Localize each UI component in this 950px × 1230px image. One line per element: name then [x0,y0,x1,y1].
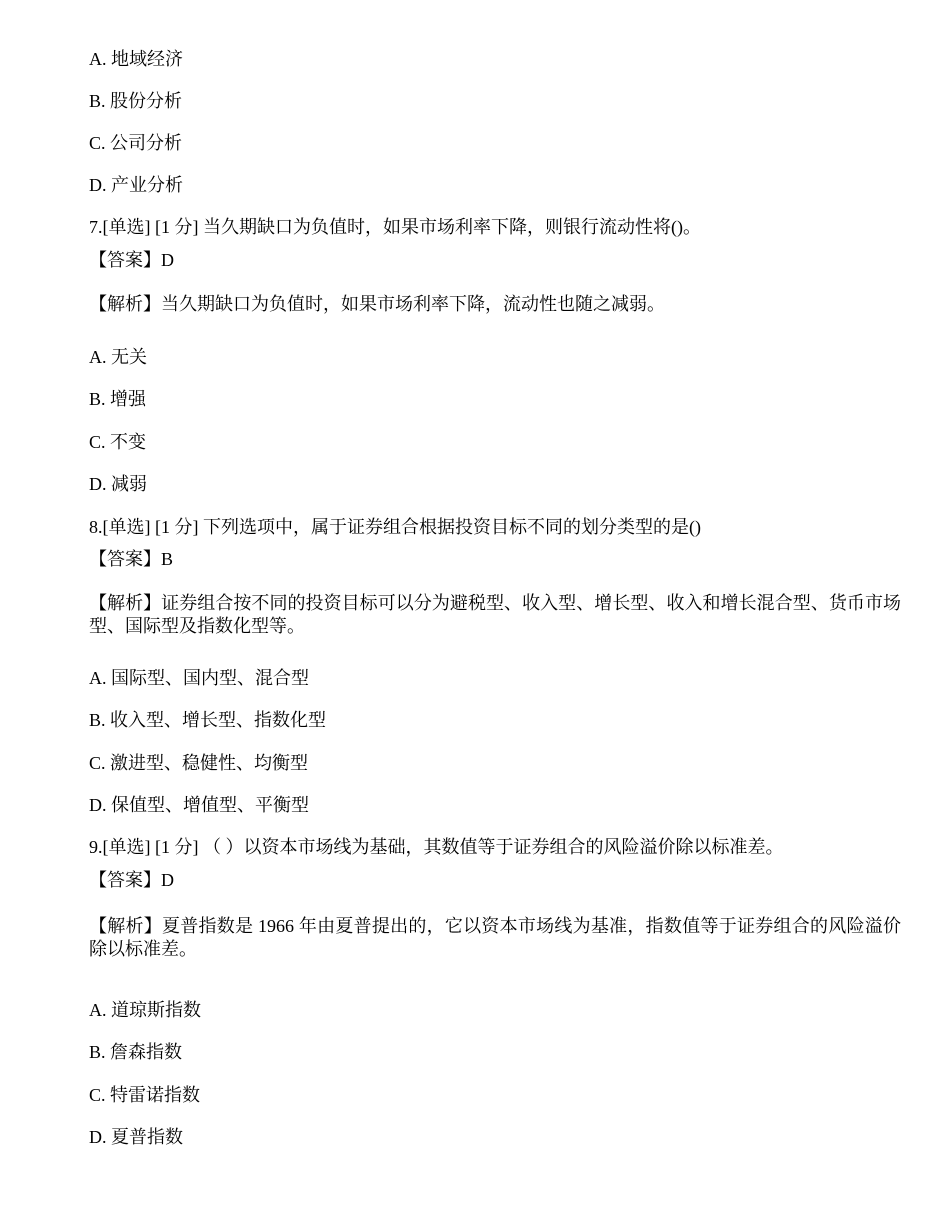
question-stem: 8.[单选] [1 分] 下列选项中，属于证券组合根据投资目标不同的划分类型的是() [89,517,701,537]
question-stem: 9.[单选] [1 分] （ ）以资本市场线为基础，其数值等于证券组合的风险溢价除以标准差。 [89,837,784,857]
option-b: B. 股份分析 [89,91,183,111]
analysis-text: 【解析】夏普指数是 1966 年由夏普提出的，它以资本市场线为基准，指数值等于证券组合的风险溢价除以标准差。 [89,916,901,959]
answer-line: 【答案】B [89,549,174,569]
option-a: A. 地域经济 [89,49,183,69]
option-c: C. 特雷诺指数 [89,1085,201,1105]
option-a: A. 道琼斯指数 [89,1000,201,1020]
option-d: D. 产业分析 [89,175,183,195]
answer-line: 【答案】D [89,870,174,890]
analysis-text: 【解析】当久期缺口为负值时，如果市场利率下降，流动性也随之减弱。 [89,294,665,314]
option-c: C. 公司分析 [89,133,183,153]
analysis-text: 【解析】证券组合按不同的投资目标可以分为避税型、收入型、增长型、收入和增长混合型、货币市场型、国际型及指数化型等。 [89,593,901,636]
option-d: D. 夏普指数 [89,1127,183,1147]
option-b: B. 增强 [89,389,147,409]
option-b: B. 詹森指数 [89,1042,183,1062]
option-a: A. 无关 [89,347,147,367]
answer-line: 【答案】D [89,250,174,270]
option-d: D. 减弱 [89,474,147,494]
question-stem: 7.[单选] [1 分] 当久期缺口为负值时，如果市场利率下降，则银行流动性将()。 [89,217,701,237]
option-c: C. 不变 [89,432,147,452]
option-b: B. 收入型、增长型、指数化型 [89,710,327,730]
option-c: C. 激进型、稳健性、均衡型 [89,753,309,773]
option-a: A. 国际型、国内型、混合型 [89,668,309,688]
option-d: D. 保值型、增值型、平衡型 [89,795,309,815]
